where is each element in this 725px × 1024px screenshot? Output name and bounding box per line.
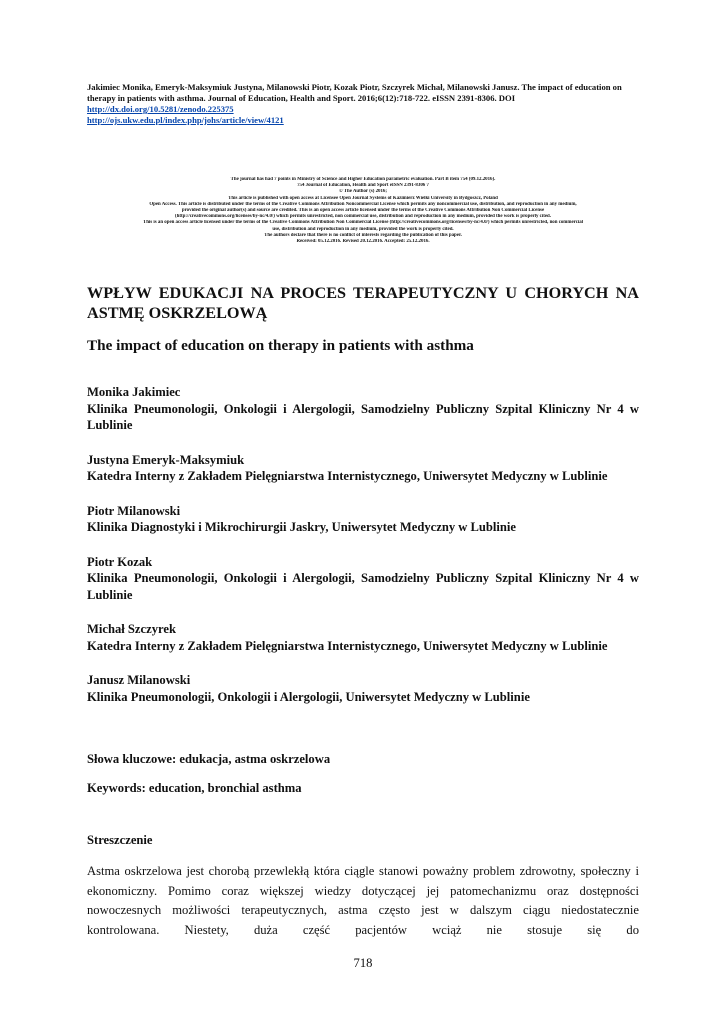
license-line: Open Access. This article is distributed under the terms of the Creative Commons Attribution Noncommercial License which permits any noncommercial use, distribution, and reproduction in any medium, — [149, 201, 577, 207]
author-name: Janusz Milanowski — [87, 673, 191, 687]
author-affiliation: Katedra Interny z Zakładem Pielęgniarstwa Internistycznego, Uniwersytet Medyczny w Lublinie — [87, 638, 608, 653]
author-list — [87, 384, 639, 723]
license-line: provided the original author(s) and source are credited. This is an open access article licensed under the terms of the Creative Commons Attribution Non Commercial License — [181, 208, 545, 214]
author-name: Monika Jakimiec — [87, 385, 181, 399]
license-line: The journal has had 7 points in Ministry of Science and Higher Education parametric evaluation. Part B item 754 (09.12.2016). — [230, 177, 496, 182]
abstract-text: Astma oskrzelowa jest chorobą przewlekłą która ciągle stanowi poważny problem zdrowotny, społeczny i ekonomiczny. Pomimo coraz większej wiedzy dotyczącej jej patomechanizmu oraz dostępności nowoczesnych możliwości terapeutycznych, astma często jest w dalszym ciągu niedostatecznie kontrolowana. Niestety, duża część pacjentów wciąż nie stosuje się do — [87, 864, 639, 937]
author-entry — [87, 384, 639, 434]
license-line: use, distribution and reproduction in any medium, provided the work is properly cited. — [272, 226, 454, 232]
license-line: This article is published with open access at Licensee Open Journal Systems of Kazimierz Wielki University in Bydgoszcz, Poland — [228, 195, 498, 201]
title-english: The impact of education on therapy in patients with asthma — [87, 337, 474, 354]
citation-text: Jakimiec Monika, Emeryk-Maksymiuk Justyna, Milanowski Piotr, Kozak Piotr, Szczyrek Michał, Milanowski Janusz. The impact of education on therapy in patients with asthma. Journal of Education, Health and Sport. 2016;6(12):718-722. eISSN 2391-8306. DOI — [87, 82, 622, 103]
page-number: 718 — [353, 956, 373, 970]
citation-block — [87, 82, 639, 126]
author-affiliation: Klinika Pneumonologii, Onkologii i Alergologii, Samodzielny Publiczny Szpital Kliniczny Nr 4 w Lublinie — [87, 571, 639, 602]
author-affiliation: Katedra Interny z Zakładem Pielęgniarstwa Internistycznego, Uniwersytet Medyczny w Lublinie — [87, 469, 608, 483]
author-entry — [87, 503, 639, 536]
doi-link[interactable]: http://dx.doi.org/10.5281/zenodo.225375 — [87, 104, 234, 114]
keywords-english: Keywords: education, bronchial asthma — [87, 781, 302, 795]
author-entry — [87, 554, 639, 604]
author-entry — [87, 452, 639, 485]
article-link[interactable]: http://ojs.ukw.edu.pl/index.php/johs/article/view/4121 — [87, 115, 284, 125]
license-line: © The Author (s) 2016; — [338, 189, 388, 195]
author-entry — [87, 621, 639, 654]
author-name: Piotr Milanowski — [87, 503, 181, 518]
abstract-heading: Streszczenie — [87, 833, 153, 847]
author-entry — [87, 672, 639, 705]
author-name: Justyna Emeryk-Maksymiuk — [87, 452, 245, 467]
license-line: The authors declare that there is no conflict of interests regarding the publication of this paper. — [264, 232, 462, 238]
author-name: Piotr Kozak — [87, 554, 153, 569]
license-line: 754 Journal of Education, Health and Sport eISSN 2391-8306 7 — [297, 183, 429, 189]
author-affiliation: Klinika Pneumonologii, Onkologii i Alergologii, Uniwersytet Medyczny w Lublinie — [87, 689, 530, 704]
license-line: (http://creativecommons.org/licenses/by-nc/4.0/) which permits unrestricted, non commercial use, distribution and reproduction in any medium, provided the work is properly cited. — [175, 214, 551, 220]
license-block — [87, 177, 639, 245]
author-name: Michał Szczyrek — [87, 622, 176, 636]
title-polish: WPŁYW EDUKACJI NA PROCES TERAPEUTYCZNY U CHORYCH NA ASTMĘ OSKRZELOWĄ — [87, 284, 639, 322]
author-affiliation: Klinika Pneumonologii, Onkologii i Alergologii, Samodzielny Publiczny Szpital Kliniczny Nr 4 w Lublinie — [87, 401, 639, 432]
keywords-polish: Słowa kluczowe: edukacja, astma oskrzelowa — [87, 752, 331, 766]
author-affiliation: Klinika Diagnostyki i Mikrochirurgii Jaskry, Uniwersytet Medyczny w Lublinie — [87, 520, 517, 534]
license-line: This is an open access article licensed under the terms of the Creative Commons Attribution Non Commercial License (http://creativecommons.org/licenses/by-nc/4.0/) which permits unrestricted, non commercial — [142, 220, 584, 226]
license-line: Received: 05.12.2016. Revised 20.12.2016. Accepted: 25.12.2016. — [296, 239, 430, 245]
